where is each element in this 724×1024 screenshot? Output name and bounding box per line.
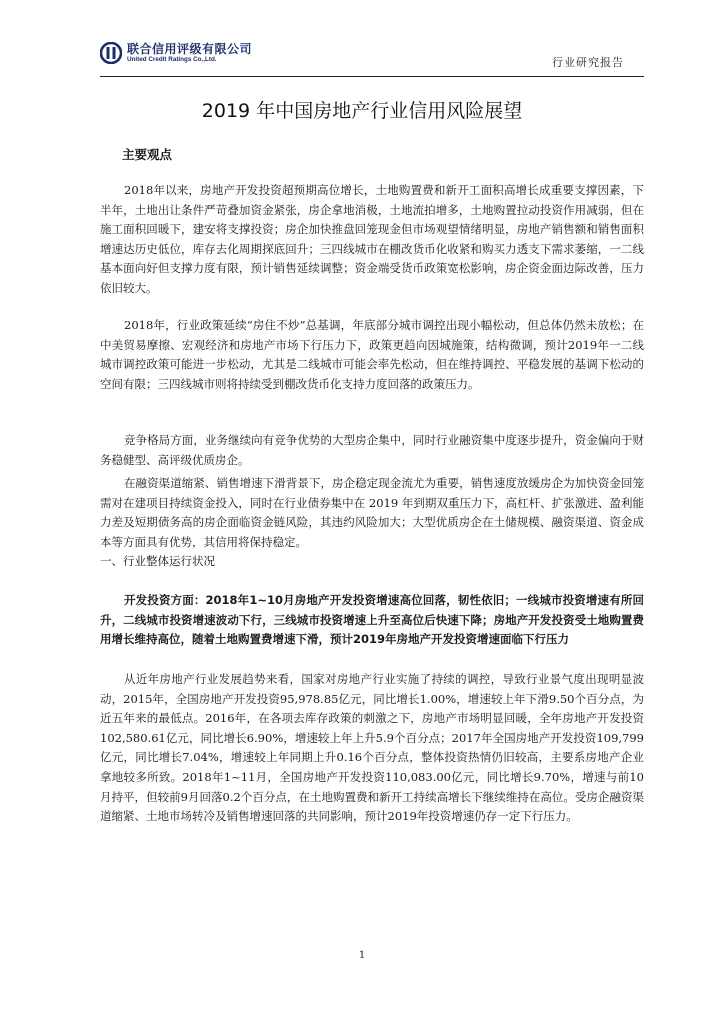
investment-paragraph: 从近年房地产行业发展趋势来看，国家对房地产行业实施了持续的调控，导致行业景气度出现明显波动，2015年，全国房地产开发投资95,978.85亿元，同比增长1.00%，增速较上年下滑9.50个百分点，为近五年来的最低点。2016年，在各项去库存政策的刺激之下，房地产市场明显回暖，全年房地产开发投资102,580.61亿元，同比增长6.90%，增速较上年上升5.9个百分点；2017年全国房地产开发投资109,799亿元，同比增长7.04%，增速较上年同期上升0.16个百分点，整体投资热情仍旧较高，主要系房地产企业拿地较多所致。2018年1~11月，全国房地产开发投资110,083.00亿元，同比增长9.70%，增速与前10月持平，但较前9月回落0.2个百分点，在土地购置费和新开工持续高增长下继续维持在高位。受房企融资渠道缩紧、土地市场转冷及销售增速回落的共同影响，预计2019年投资增速仍存一定下行压力。 [100, 672, 644, 824]
summary-heading: 主要观点 [122, 147, 173, 162]
report-type-label: 行业研究报告 [552, 56, 624, 69]
document-title: 2019 年中国房地产行业信用风险展望 [201, 100, 523, 122]
summary-paragraph: 2018年以来，房地产开发投资超预期高位增长，土地购置费和新开工面积高增长成重要支撑因素，下半年，土地出让条件严苛叠加资金紧张，房企拿地消极，土地流拍增多，土地购置拉动投资作用减弱，但在施工面积回暖下，建安将支撑投资；房企加快推盘回笼现金但市场观望情绪明显，房地产销售额和销售面积增速达历史低位，库存去化周期探底回升；三四线城市在棚改货币化收紧和购买力透支下需求萎缩，一二线基本面向好但支撑力度有限，预计销售延续调整；资金端受货币政策宽松影响，房企资金面边际改善，压力依旧较大。 [100, 183, 644, 295]
company-name-en: United Credit Ratings Co.,Ltd. [127, 55, 217, 63]
summary-paragraph: 竞争格局方面，业务继续向有竞争优势的大型房企集中，同时行业融资集中度逐步提升，资金偏向于财务稳健型、高评级优质房企。 [100, 433, 644, 467]
page-header [100, 36, 644, 77]
investment-heading: 开发投资方面：2018年1~10月房地产开发投资增速高位回落，韧性依旧；一线城市投资增速有所回升，二线城市投资增速波动下行，三线城市投资增速上升至高位后快速下降；房地产开发投资受土地购置费用增长维持高位，随着土地购置费增速下滑，预计2019年房地产开发投资增速面临下行压力 [100, 593, 644, 646]
company-logo [100, 42, 252, 64]
summary-paragraph: 2018年，行业政策延续“房住不炒”总基调，年底部分城市调控出现小幅松动，但总体仍然未放松；在中美贸易摩擦、宏观经济和房地产市场下行压力下，政策更趋向因城施策，结构微调，预计2019年一二线城市调控政策可能进一步松动，尤其是二线城市可能会率先松动，但在维持调控、平稳发展的基调下松动的空间有限；三四线城市则将持续受到棚改货币化支持力度回落的政策压力。 [100, 318, 644, 391]
ucr-logo-icon [100, 42, 122, 64]
summary-paragraph: 在融资渠道缩紧、销售增速下滑背景下，房企稳定现金流尤为重要，销售速度放缓房企为加快资金回笼需对在建项目持续资金投入，同时在行业债券集中在 2019 年到期双重压力下，高杠杆、扩张激进、盈利能力差及短期债务高的房企面临资金链风险，其违约风险加大；大型优质房企在土储规模、融资渠道、资金成本等方面具有优势，其信用将保持稳定。 [100, 476, 644, 549]
company-name-cn: 联合信用评级有限公司 [127, 41, 253, 56]
section-heading: 一、行业整体运行状况 [100, 554, 215, 568]
page-number: 1 [358, 950, 366, 961]
